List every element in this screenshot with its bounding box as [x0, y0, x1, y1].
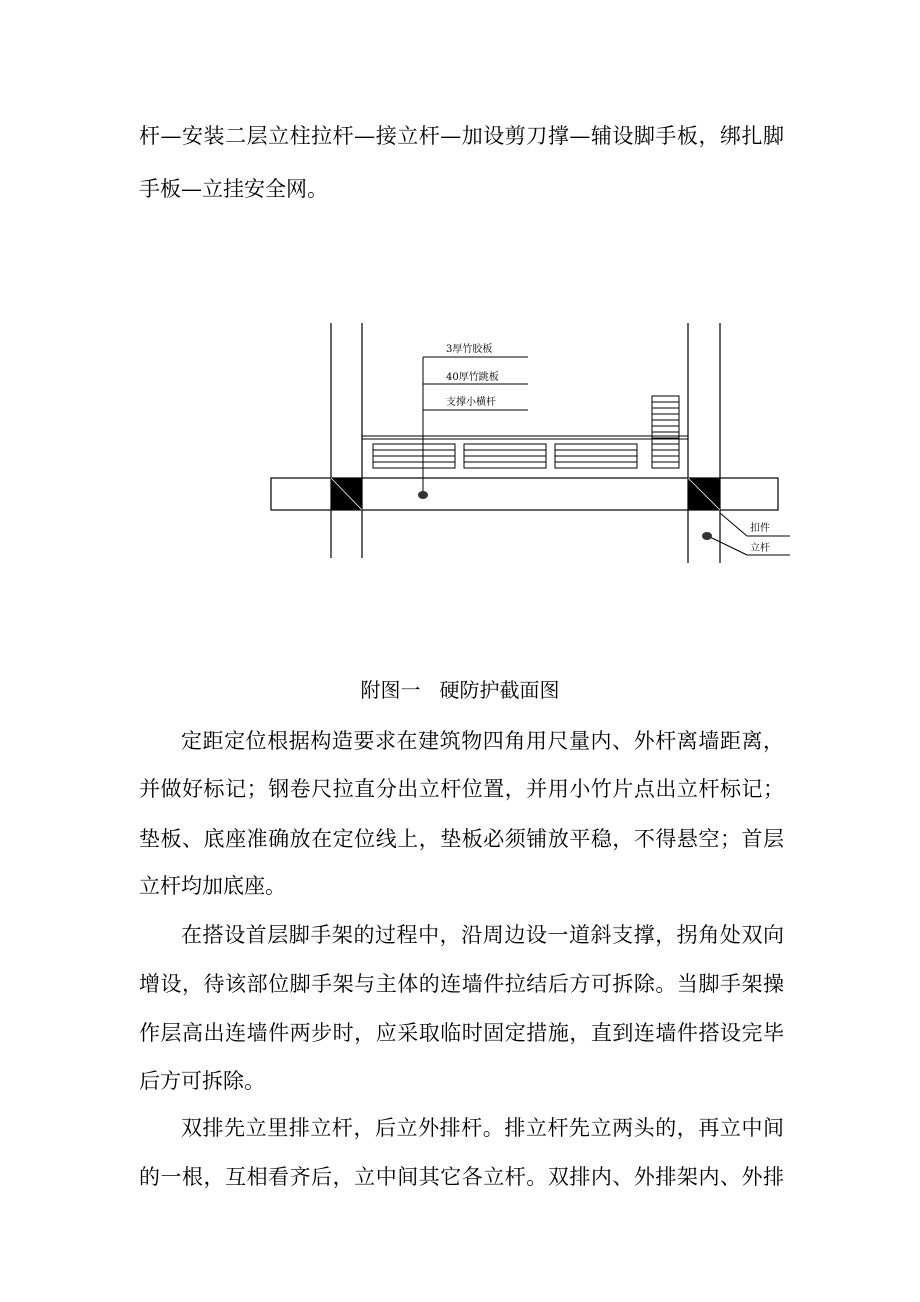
intro-line-2: 手板—立挂安全网。: [139, 177, 328, 201]
bamboo-plywood-layer: [362, 436, 688, 439]
left-upright-poles: [331, 323, 362, 558]
label-coupler: 扣件: [750, 523, 770, 534]
toe-board: [652, 396, 679, 468]
caption-title: 硬防护截面图: [439, 678, 560, 702]
crossbar-section-dot: [418, 491, 428, 499]
label-support-crossbar: 支撑小横杆: [446, 397, 496, 408]
left-coupler-block: [331, 478, 362, 510]
intro-line-1: 杆—安装二层立柱拉杆—接立杆—加设剪刀撑—辅设脚手板，绑扎脚: [139, 124, 784, 148]
cross-section-figure: [260, 315, 800, 575]
para1-line-3: 垫板、底座准确放在定位线上，垫板必须铺放平稳，不得悬空；首层: [139, 827, 784, 851]
para1-line-4: 立杆均加底座。: [139, 874, 286, 898]
upright-pole-dot: [702, 532, 712, 540]
label-upright-pole: 立杆: [750, 543, 770, 554]
para2-line-4: 后方可拆除。: [139, 1069, 265, 1093]
para3-line-1: 双排先立里排立杆，后立外排杆。排立杆先立两头的，再立中间: [181, 1116, 784, 1140]
para1-line-2: 并做好标记；钢卷尺拉直分出立杆位置，并用小竹片点出立杆标记；: [139, 777, 784, 801]
figure-caption: [0, 676, 920, 704]
springboard-2: [464, 444, 546, 468]
springboard-3: [555, 444, 637, 468]
para2-line-2: 增设，待该部位脚手架与主体的连墙件拉结后方可拆除。当脚手架操: [139, 972, 784, 996]
springboard-1: [373, 444, 455, 468]
right-upright-poles: [688, 323, 720, 563]
right-coupler-block: [688, 478, 720, 510]
para2-line-3: 作层高出连墙件两步时，应采取临时固定措施，直到连墙件搭设完毕: [139, 1021, 784, 1045]
label-bamboo-springboard: 40厚竹跳板: [446, 372, 499, 383]
para1-line-1: 定距定位根据构造要求在建筑物四角用尺量内、外杆离墙距离，: [181, 729, 784, 753]
caption-number: 附图一: [360, 678, 421, 702]
para3-line-2: 的一根，互相看齐后，立中间其它各立杆。双排内、外排架内、外排: [139, 1165, 784, 1189]
para2-line-1: 在搭设首层脚手架的过程中，沿周边设一道斜支撑，拐角处双向: [181, 923, 784, 947]
label-bamboo-plywood: 3厚竹胶板: [446, 344, 493, 355]
